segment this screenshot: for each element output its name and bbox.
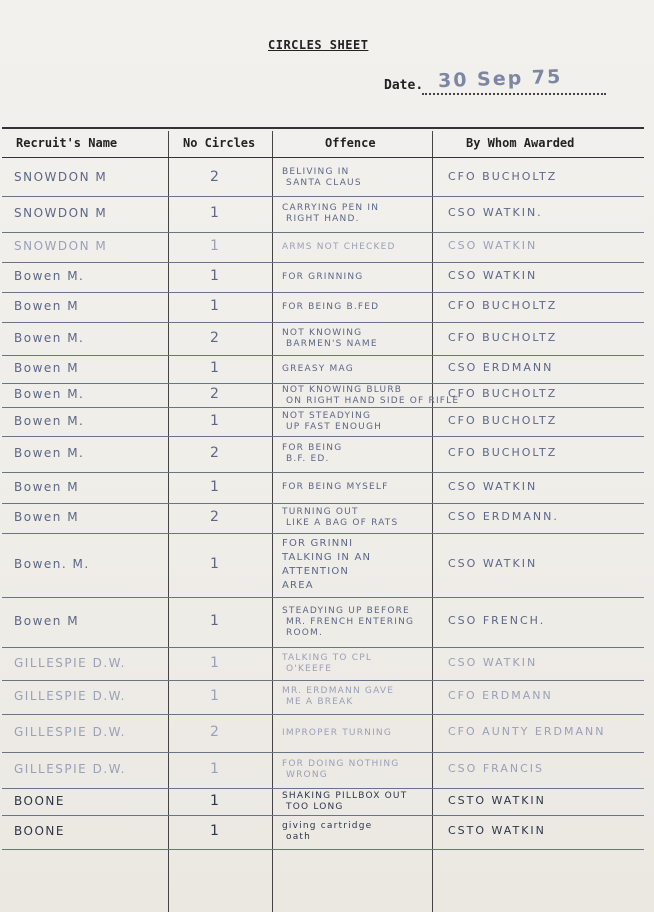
- offence-line: ARMS NOT CHECKED: [282, 242, 396, 252]
- circles-count: 1: [210, 268, 221, 284]
- recruit-name: Bowen M: [14, 480, 80, 494]
- offence-line: RIGHT HAND.: [286, 214, 360, 224]
- col-header-circles: No Circles: [183, 136, 256, 150]
- offence: [282, 686, 394, 708]
- circles-count: 2: [210, 386, 221, 402]
- recruit-name: Bowen M.: [14, 414, 85, 428]
- awarded-by: CSO WATKIN: [448, 239, 538, 252]
- table-row: [0, 196, 654, 232]
- col-header-offence: Offence: [325, 136, 376, 150]
- circles-count: 1: [210, 556, 221, 572]
- offence-line: MR. ERDMANN GAVE: [282, 686, 395, 696]
- awarded-by: CFO BUCHOLTZ: [448, 414, 558, 427]
- circles-count: 2: [210, 169, 221, 185]
- recruit-name: BOONE: [14, 824, 65, 838]
- table-row: [0, 503, 654, 533]
- recruit-name: GILLESPIE D.W.: [14, 762, 126, 776]
- awarded-by: CFO AUNTY ERDMANN: [448, 725, 606, 738]
- offence: [282, 507, 398, 529]
- offence: [282, 272, 363, 283]
- circles-count: 1: [210, 238, 221, 254]
- offence: [282, 167, 362, 189]
- table-row: [0, 436, 654, 472]
- offence-line: BARMEN'S NAME: [286, 339, 378, 349]
- recruit-name: GILLESPIE D.W.: [14, 656, 126, 670]
- table-row: [0, 752, 654, 788]
- awarded-by: CSO ERDMANN.: [448, 510, 559, 523]
- offence-line: GREASY MAG: [282, 364, 354, 374]
- awarded-by: CFO BUCHOLTZ: [448, 170, 558, 183]
- offence: [282, 821, 372, 843]
- table-row: [0, 262, 654, 292]
- circles-count: 1: [210, 613, 221, 629]
- table-row: [0, 472, 654, 503]
- table-row: [0, 322, 654, 355]
- table-row: [0, 355, 654, 383]
- table-row: [0, 292, 654, 322]
- table-row: [0, 533, 654, 597]
- offence-line: ATTENTION: [282, 566, 350, 577]
- offence-line: O'KEEFE: [286, 664, 333, 674]
- table-row: [0, 714, 654, 752]
- recruit-name: Bowen M.: [14, 331, 85, 345]
- circles-count: 1: [210, 413, 221, 429]
- awarded-by: CFO BUCHOLTZ: [448, 446, 558, 459]
- table-top-rule: [2, 127, 644, 129]
- offence: [282, 328, 378, 350]
- offence-line: IMPROPER TURNING: [282, 728, 393, 738]
- table-row: [0, 160, 654, 196]
- circles-count: 2: [210, 330, 221, 346]
- offence-line: oath: [286, 832, 312, 842]
- table-row: [0, 383, 654, 407]
- recruit-name: Bowen M: [14, 361, 80, 375]
- awarded-by: CSTO WATKIN: [448, 824, 546, 837]
- awarded-by: CSO FRANCIS: [448, 762, 545, 775]
- offence-line: ME A BREAK: [286, 697, 354, 707]
- date-value: 30 Sep 75: [437, 65, 563, 93]
- recruit-name: SNOWDON M: [14, 206, 108, 220]
- offence-line: UP FAST ENOUGH: [286, 422, 383, 432]
- recruit-name: Bowen. M.: [14, 557, 90, 571]
- header-underline: [2, 157, 644, 158]
- recruit-name: BOONE: [14, 794, 65, 808]
- recruit-name: Bowen M.: [14, 269, 85, 283]
- offence-line: BELIVING IN: [282, 167, 350, 177]
- circles-count: 1: [210, 793, 221, 809]
- circles-count: 1: [210, 298, 221, 314]
- offence-line: TOO LONG: [286, 802, 344, 812]
- offence-line: FOR DOING NOTHING: [282, 759, 400, 769]
- offence-line: FOR BEING: [282, 443, 343, 453]
- awarded-by: CSO WATKIN: [448, 269, 538, 282]
- circles-count: 1: [210, 655, 221, 671]
- recruit-name: Bowen M.: [14, 446, 85, 460]
- circles-count: 1: [210, 479, 221, 495]
- circles-count: 2: [210, 724, 221, 740]
- offence-line: SANTA CLAUS: [286, 178, 362, 188]
- awarded-by: CFO ERDMANN: [448, 689, 553, 702]
- table-row: [0, 680, 654, 714]
- col-header-name: Recruit's Name: [16, 136, 118, 150]
- recruit-name: GILLESPIE D.W.: [14, 689, 126, 703]
- offence: [282, 242, 396, 253]
- recruit-name: Bowen M: [14, 510, 80, 524]
- offence-line: NOT STEADYING: [282, 411, 372, 421]
- awarded-by: CSO WATKIN: [448, 480, 538, 493]
- circles-count: 2: [210, 445, 221, 461]
- recruit-name: Bowen M.: [14, 387, 85, 401]
- table-row: [0, 647, 654, 680]
- offence-line: giving cartridge: [282, 821, 373, 831]
- offence: [282, 537, 371, 593]
- offence-line: FOR GRINNI: [282, 538, 354, 549]
- table-row: [0, 788, 654, 815]
- date-label: Date.: [384, 78, 424, 93]
- awarded-by: CSO FRENCH.: [448, 614, 546, 627]
- offence: [282, 302, 379, 313]
- offence-line: TALKING TO CPL: [282, 653, 373, 663]
- offence-line: B.F. ED.: [286, 454, 330, 464]
- offence-line: SHAKING PILLBOX OUT: [282, 791, 408, 801]
- offence-line: STEADYING UP BEFORE: [282, 606, 410, 616]
- table-row: [0, 232, 654, 262]
- circles-count: 1: [210, 823, 221, 839]
- offence-line: TALKING IN AN: [282, 552, 372, 563]
- offence: [282, 728, 392, 739]
- circles-count: 1: [210, 360, 221, 376]
- date-label-text: Date: [384, 78, 416, 93]
- offence: [282, 411, 382, 433]
- recruit-name: Bowen M: [14, 299, 80, 313]
- table-row: [0, 407, 654, 436]
- offence-line: ROOM.: [286, 628, 324, 638]
- awarded-by: CFO BUCHOLTZ: [448, 387, 558, 400]
- sheet-title: CIRCLES SHEET: [268, 38, 369, 52]
- awarded-by: CFO BUCHOLTZ: [448, 299, 558, 312]
- offence-line: TURNING OUT: [282, 507, 359, 517]
- offence-line: CARRYING PEN IN: [282, 203, 380, 213]
- awarded-by: CFO BUCHOLTZ: [448, 331, 558, 344]
- offence: [282, 203, 379, 225]
- offence: [282, 606, 414, 639]
- col-header-awarded: By Whom Awarded: [466, 136, 575, 150]
- recruit-name: SNOWDON M: [14, 239, 108, 253]
- offence-line: NOT KNOWING: [282, 328, 363, 338]
- offence-line: FOR GRINNING: [282, 272, 364, 282]
- recruit-name: GILLESPIE D.W.: [14, 725, 126, 739]
- circles-count: 2: [210, 509, 221, 525]
- circles-count: 1: [210, 761, 221, 777]
- table-row: [0, 597, 654, 647]
- offence-line: FOR BEING MYSELF: [282, 482, 389, 492]
- date-row: [384, 65, 614, 98]
- row-divider: [2, 849, 644, 850]
- offence: [282, 364, 354, 375]
- recruit-name: Bowen M: [14, 614, 80, 628]
- offence-line: WRONG: [286, 770, 328, 780]
- offence-line: LIKE A BAG OF RATS: [286, 518, 399, 528]
- offence-line: MR. FRENCH ENTERING: [286, 617, 415, 627]
- offence: [282, 385, 459, 407]
- circles-count: 1: [210, 688, 221, 704]
- awarded-by: CSO WATKIN: [448, 557, 538, 570]
- awarded-by: CSTO WATKIN: [448, 794, 546, 807]
- recruit-name: SNOWDON M: [14, 170, 108, 184]
- awarded-by: CSO ERDMANN: [448, 361, 554, 374]
- offence-line: FOR BEING B.FED: [282, 302, 380, 312]
- table-row: [0, 815, 654, 849]
- offence-line: AREA: [282, 580, 314, 591]
- offence-line: NOT KNOWING BLURB: [282, 385, 403, 395]
- circles-count: 1: [210, 205, 221, 221]
- offence: [282, 759, 399, 781]
- offence: [282, 653, 372, 675]
- awarded-by: CSO WATKIN.: [448, 206, 543, 219]
- offence-line: ON RIGHT HAND SIDE OF RIFLE: [286, 396, 460, 406]
- awarded-by: CSO WATKIN: [448, 656, 538, 669]
- offence: [282, 482, 389, 493]
- offence: [282, 443, 342, 465]
- offence: [282, 791, 407, 813]
